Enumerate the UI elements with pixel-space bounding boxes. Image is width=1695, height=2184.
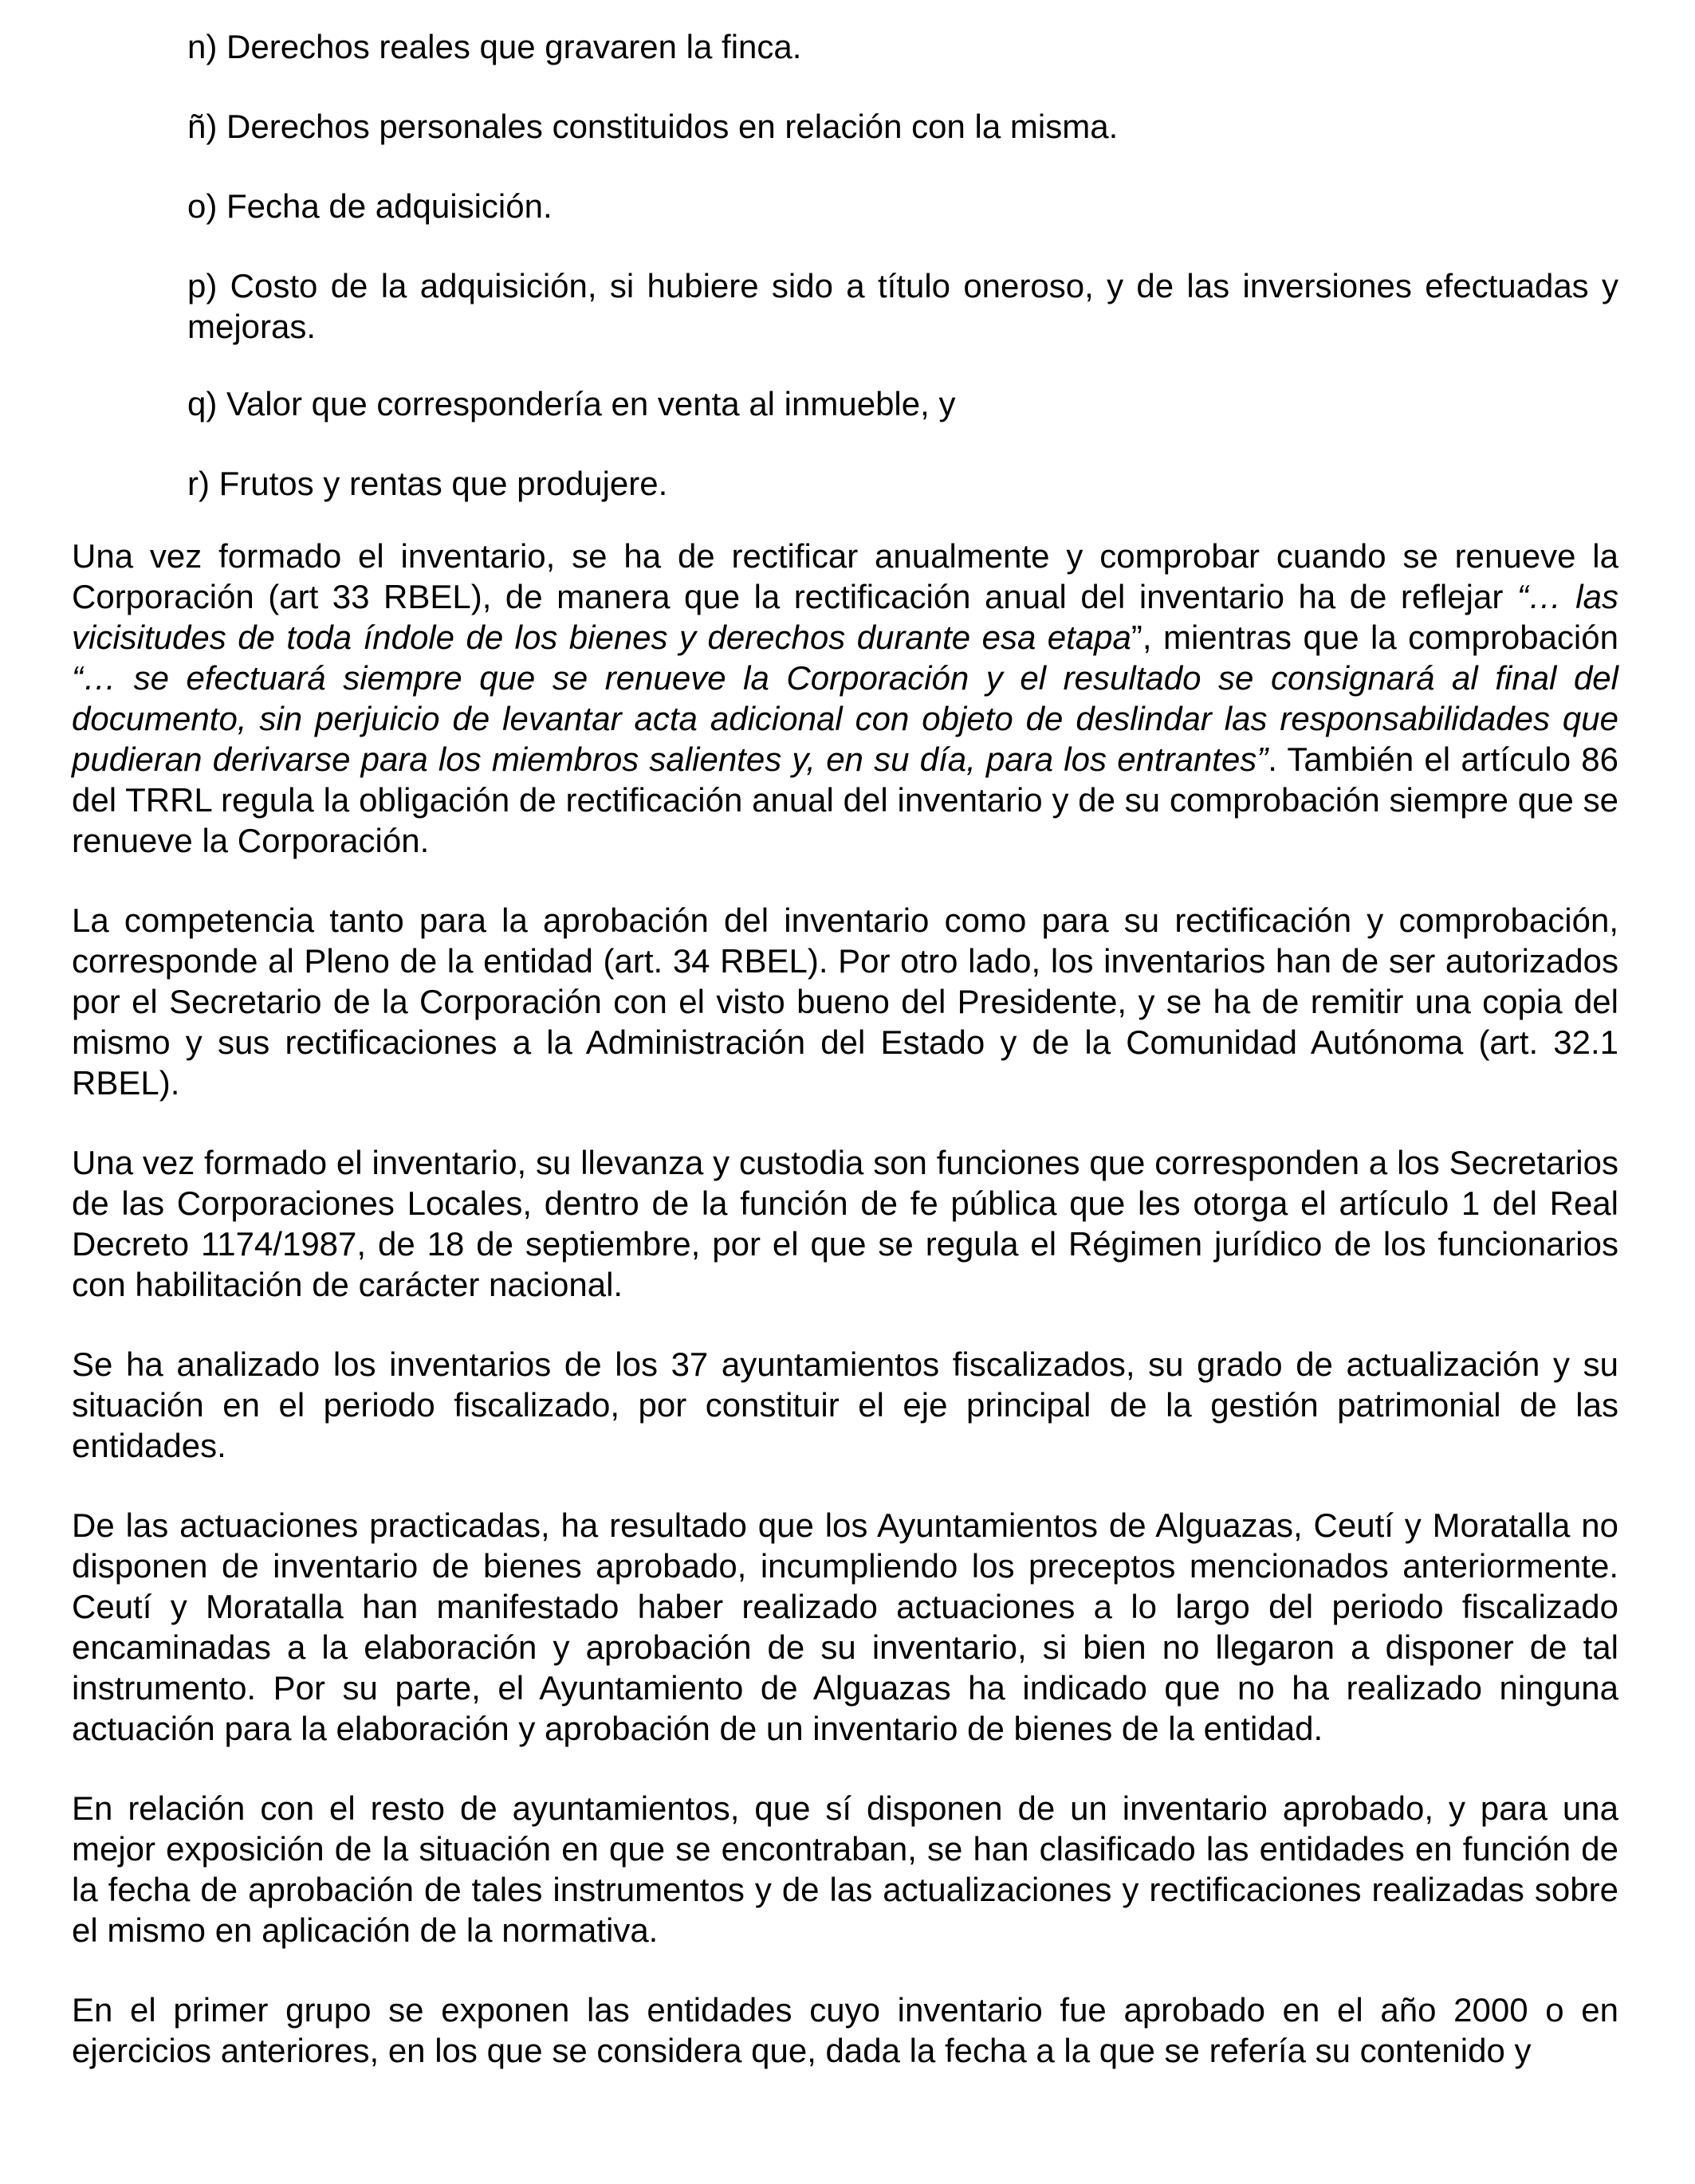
paragraph-rectification <box>72 536 1618 861</box>
list-item-o: o) Fecha de adquisición. <box>187 187 553 225</box>
paragraph-llevanza: Una vez formado el inventario, su llevanza y custodia son funciones que corresponden a los Secretarios de las Corporaciones Locales, dentro de la función de fe pública que les otorga el artículo 1 del Real Decreto 1174/1987, de 18 de septiembre, por el que se regula el Régimen jurídico de los funcionarios con habilitación de carácter nacional. <box>72 1144 1618 1303</box>
list-item-n: n) Derechos reales que gravaren la finca. <box>187 28 802 65</box>
list-item-q: q) Valor que correspondería en venta al inmueble, y <box>187 385 956 422</box>
paragraph-primer-grupo: En el primer grupo se exponen las entidades cuyo inventario fue aprobado en el año 2000 o en ejercicios anteriores, en los que se considera que, dada la fecha a la que se refería su contenido y <box>72 1991 1618 2069</box>
list-item-enye: ñ) Derechos personales constituidos en relación con la misma. <box>187 108 1119 145</box>
paragraph-rectification-text-e: . También el artículo 86 del TRRL regula la obligación de rectificación anual del inventario y de su comprobación siempre que se renueve la Corporación. <box>72 740 1618 859</box>
paragraph-rectification-text-c: ”, mientras que la comprobación <box>1131 619 1618 656</box>
paragraph-rectification-text-a: Una vez formado el inventario, se ha de rectificar anualmente y comprobar cuando se renueve la Corporación (art 33 RBEL), de manera que la rectificación anual del inventario ha de reflejar <box>72 537 1618 615</box>
paragraph-rectification-quote-1: “… las vicisitudes de toda índole de los bienes y derechos durante esa etapa <box>72 578 1618 656</box>
paragraph-competencia: La competencia tanto para la aprobación del inventario como para su rectificación y comprobación, corresponde al Pleno de la entidad (art. 34 RBEL). Por otro lado, los inventarios han de ser autorizados por el Secretario de la Corporación con el visto bueno del Presidente, y se ha de remitir una copia del mismo y sus rectificaciones a la Administración del Estado y de la Comunidad Autónoma (art. 32.1 RBEL). <box>72 901 1618 1102</box>
paragraph-actuaciones: De las actuaciones practicadas, ha resultado que los Ayuntamientos de Alguazas, Ceutí y Moratalla no disponen de inventario de bienes aprobado, incumpliendo los preceptos mencionados anteriormente. Ceutí y Moratalla han manifestado haber realizado actuaciones a lo largo del periodo fiscalizado encaminadas a la elaboración y aprobación de su inventario, si bien no llegaron a disponer de tal instrumento. Por su parte, el Ayuntamiento de Alguazas ha indicado que no ha realizado ninguna actuación para la elaboración y aprobación de un inventario de bienes de la entidad. <box>72 1506 1618 1747</box>
list-item-p: p) Costo de la adquisición, si hubiere sido a título oneroso, y de las inversiones efectuadas y mejoras. <box>187 267 1618 345</box>
document-page <box>72 0 1618 2110</box>
list-item-r: r) Frutos y rentas que produjere. <box>187 465 668 502</box>
paragraph-resto-ayuntamientos: En relación con el resto de ayuntamientos, que sí disponen de un inventario aprobado, y para una mejor exposición de la situación en que se encontraban, se han clasificado las entidades en función de la fecha de aprobación de tales instrumentos y de las actualizaciones y rectificaciones realizadas sobre el mismo en aplicación de la normativa. <box>72 1789 1618 1949</box>
paragraph-rectification-quote-2: “… se efectuará siempre que se renueve la Corporación y el resultado se consignará al final del documento, sin perjuicio de levantar acta adicional con objeto de deslindar las responsabilidades que pudieran derivarse para los miembros salientes y, en su día, para los entrantes” <box>72 659 1618 778</box>
paragraph-analisis: Se ha analizado los inventarios de los 37 ayuntamientos fiscalizados, su grado de actualización y su situación en el periodo fiscalizado, por constituir el eje principal de la gestión patrimonial de las entidades. <box>72 1345 1618 1464</box>
